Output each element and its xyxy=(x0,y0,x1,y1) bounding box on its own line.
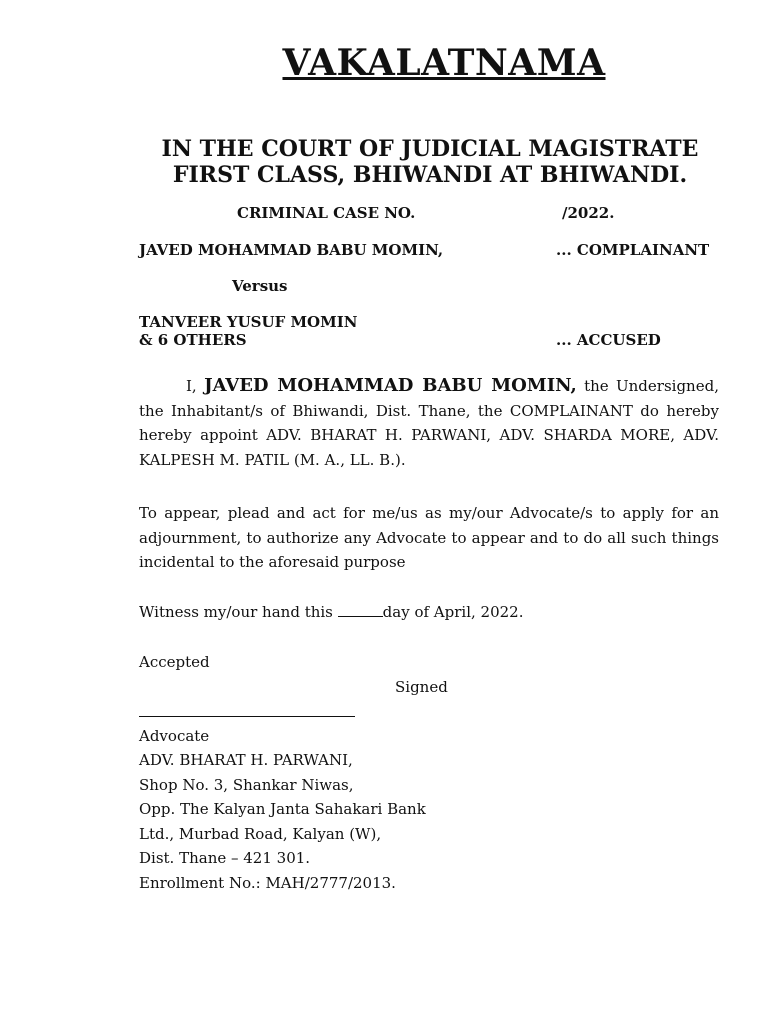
advocate-label: Advocate xyxy=(139,727,210,745)
address-line: Opp. The Kalyan Janta Sahakari Bank xyxy=(139,800,426,818)
address-line: Shop No. 3, Shankar Niwas, xyxy=(139,775,354,794)
complainant-role: ... COMPLAINANT xyxy=(556,241,710,259)
signature-line xyxy=(139,716,355,717)
accused-name: TANVEER YUSUF MOMIN xyxy=(139,313,358,331)
address-line: Ltd., Murbad Road, Kalyan (W), xyxy=(139,824,382,843)
authorization-paragraph: To appear, plead and act for me/us as my/our Advocate/s to apply for an adjournment, to authorize any Advocate to appear and to do all such things incidental to the aforesaid purpose xyxy=(139,504,719,571)
accused-others: & 6 OTHERS xyxy=(139,331,247,349)
witness-prefix: Witness my/our hand this xyxy=(139,603,338,621)
court-heading xyxy=(0,136,768,188)
court-heading-line-1: IN THE COURT OF JUDICIAL MAGISTRATE xyxy=(161,136,699,162)
complainant-name: JAVED MOHAMMAD BABU MOMIN, xyxy=(139,241,444,259)
paragraph-prefix: I, xyxy=(186,377,197,395)
versus-label: Versus xyxy=(232,277,288,295)
case-number-label: CRIMINAL CASE NO. xyxy=(237,204,416,222)
witness-line xyxy=(139,600,523,625)
court-heading-line-2: FIRST CLASS, BHIWANDI AT BHIWANDI. xyxy=(172,162,688,188)
day-blank-line xyxy=(338,603,383,617)
accused-role: ... ACCUSED xyxy=(556,331,661,349)
advocate-address xyxy=(139,748,426,895)
witness-suffix: day of April, 2022. xyxy=(382,603,524,621)
signed-label: Signed xyxy=(395,678,448,696)
paragraph-body: the Undersigned, the Inhabitant/s of Bhiwandi, Dist. Thane, the COMPLAINANT do hereby hereby appoint ADV. BHARAT H. PARWANI, ADV. SHARDA MORE, ADV. KALPESH M. PATIL (M. A., LL. B.). xyxy=(139,377,719,469)
address-line: Dist. Thane – 421 301. xyxy=(139,849,311,867)
paragraph-complainant-name: JAVED MOHAMMAD BABU MOMIN, xyxy=(204,375,577,396)
enrollment-number: Enrollment No.: MAH/2777/2013. xyxy=(139,873,396,892)
document-title: VAKALATNAMA xyxy=(282,42,606,84)
address-line: ADV. BHARAT H. PARWANI, xyxy=(139,751,353,769)
accepted-label: Accepted xyxy=(139,653,210,671)
appointment-paragraph xyxy=(139,374,719,472)
case-year: /2022. xyxy=(562,204,615,222)
